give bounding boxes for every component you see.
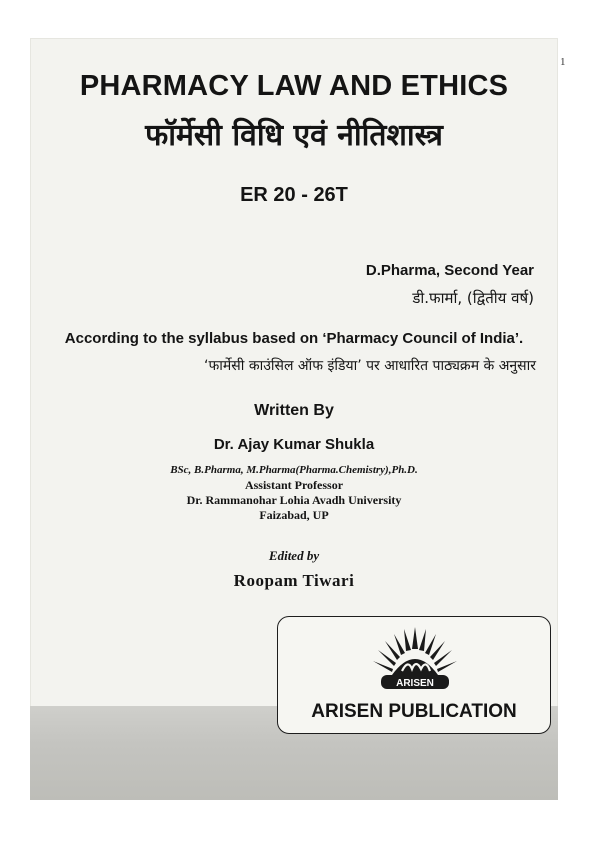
- publisher-box: [277, 616, 551, 734]
- publisher-name: ARISEN PUBLICATION: [311, 701, 517, 722]
- logo-text: ARISEN: [396, 678, 434, 689]
- arisen-sun-logo-icon: [364, 623, 466, 695]
- edition-english: D.Pharma, Second Year: [365, 262, 534, 279]
- book-title-english: PHARMACY LAW AND ETHICS: [79, 70, 509, 102]
- edition-hindi: डी.फार्मा, (द्वितीय वर्ष): [412, 289, 534, 307]
- author-name: Dr. Ajay Kumar Shukla: [213, 436, 375, 453]
- author-qualifications: BSc, B.Pharma, M.Pharma(Pharma.Chemistry),Ph.D.: [170, 464, 418, 476]
- book-title-page: [30, 38, 558, 800]
- book-title-hindi: फॉर्मेसी विधि एवं नीतिशास्त्र: [145, 118, 443, 153]
- syllabus-note-hindi: ‘फार्मेसी काउंसिल ऑफ इंडिया’ पर आधारित पाठ्यक्रम के अनुसार: [204, 358, 536, 374]
- page-number: 1: [560, 56, 566, 68]
- author-designation: Assistant Professor: [244, 478, 344, 492]
- author-location: Faizabad, UP: [259, 508, 329, 522]
- editor-name: Roopam Tiwari: [233, 571, 355, 590]
- written-by-heading: Written By: [254, 402, 334, 419]
- edited-by-heading: Edited by: [268, 548, 320, 563]
- syllabus-note-english: According to the syllabus based on ‘Pharmacy Council of India’.: [64, 330, 524, 347]
- author-university: Dr. Rammanohar Lohia Avadh University: [186, 493, 402, 507]
- course-code: ER 20 - 26T: [240, 184, 348, 206]
